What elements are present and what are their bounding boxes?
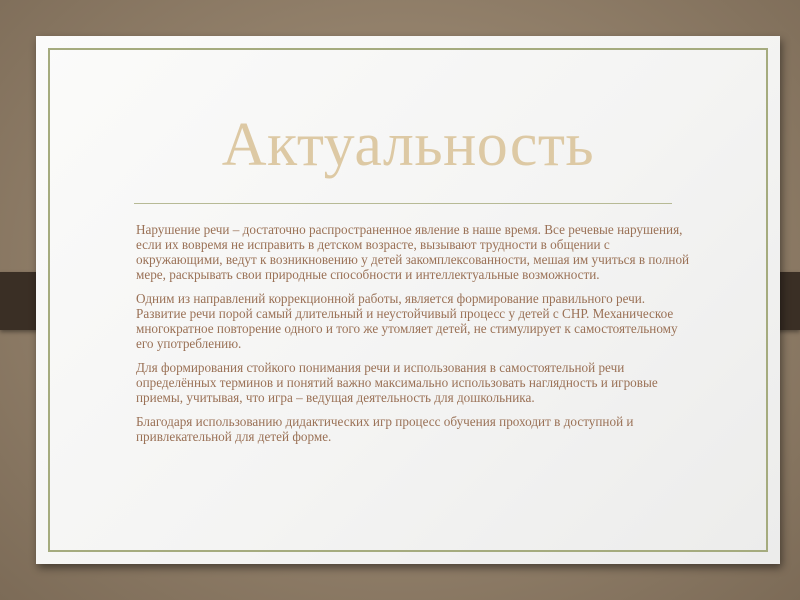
slide-body: [136, 222, 692, 453]
slide-card: [36, 36, 780, 564]
paragraph-1: Нарушение речи – достаточно распространенное явление в наше время. Все речевые нарушения, если их вовремя не исправить в детском возрасте, вызывают трудности в общении с окружающими, ведут к возникновению у детей закомплексованности, мешая им учиться в полной мере, раскрывать свои природные способности и интеллектуальные возможности.: [136, 222, 690, 282]
paragraph-3: Для формирования стойкого понимания речи и использования в самостоятельной речи определённых терминов и понятий важно максимально использовать наглядность и игровые приемы, учитывая, что игра – ведущая деятельность для дошкольника.: [136, 360, 658, 405]
slide-title: Актуальность: [221, 111, 595, 179]
paragraph-2: Одним из направлений коррекционной работы, является формирование правильного речи. Развитие речи порой самый длительный и неустойчивый процесс у детей с СНР. Механическое многократное повторение одного и того же утомляет детей, не стимулирует к самостоятельному его употреблению.: [136, 291, 678, 351]
title-divider: [134, 203, 672, 204]
paragraph-4: Благодаря использованию дидактических игр процесс обучения проходит в доступной и привлекательной для детей форме.: [136, 414, 634, 444]
